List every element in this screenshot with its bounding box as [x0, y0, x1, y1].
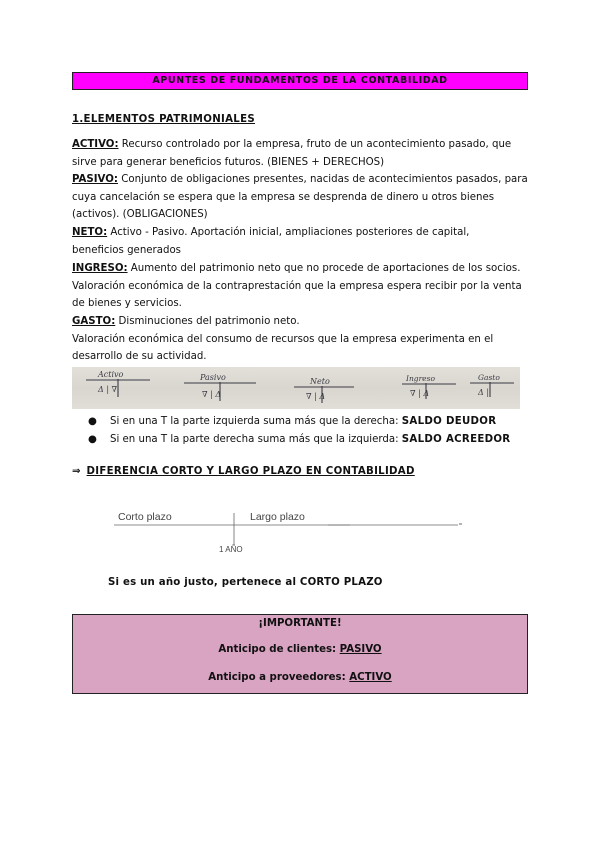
anticipo-proveedores-row: Anticipo a proveedores: ACTIVO: [208, 672, 392, 683]
plazo-timeline: [110, 505, 480, 565]
list-item: ● Si en una T la parte derecha suma más que la izquierda: SALDO ACREEDOR: [88, 431, 528, 449]
t-ingreso-sides: ∇ | Δ: [410, 389, 430, 398]
term-gasto: GASTO:: [72, 316, 116, 327]
saldo-bullet-list: [88, 413, 528, 449]
t-neto-sides: ∇ | Δ: [306, 392, 326, 401]
ingreso-line2: Valoración económica de la contraprestación que la empresa espera recibir por la venta: [72, 280, 522, 292]
neto-line2: beneficios generados: [72, 244, 181, 256]
section-heading-plazo: [72, 466, 415, 477]
t-neto-label: Neto: [310, 377, 330, 386]
neto-line1: Activo - Pasivo. Aportación inicial, ampliaciones posteriores de capital,: [107, 227, 470, 238]
definition-gasto: [72, 313, 532, 366]
short-term-note: Si es un año justo, pertenece al CORTO PLAZO: [108, 577, 383, 588]
definition-ingreso: [72, 260, 532, 313]
t-pasivo-sides: ∇ | Δ: [202, 390, 222, 399]
t-gasto-label: Gasto: [478, 373, 500, 382]
bullet-icon: ●: [88, 434, 97, 445]
document-title: APUNTES DE FUNDAMENTOS DE LA CONTABILIDAD: [72, 72, 528, 90]
anticipo-clientes-row: Anticipo de clientes: PASIVO: [218, 644, 382, 655]
t-ingreso-label: Ingreso: [406, 374, 435, 383]
ingreso-line1: Aumento del patrimonio neto que no procede de aportaciones de los socios.: [127, 263, 521, 274]
activo-line1: Recurso controlado por la empresa, fruto de un acontecimiento pasado, que: [118, 139, 512, 150]
heading-text: DIFERENCIA CORTO Y LARGO PLAZO EN CONTABILIDAD: [86, 466, 415, 477]
bullet-icon: ●: [88, 416, 97, 427]
gasto-line1: Disminuciones del patrimonio neto.: [115, 316, 300, 327]
pasivo-line2: cuya cancelación se espera que la empresa se desprenda de dinero u otros bienes: [72, 191, 495, 203]
t-activo-label: Activo: [98, 370, 124, 379]
definition-neto: [72, 224, 532, 259]
activo-line2: sirve para generar beneficios futuros. (BIENES + DERECHOS): [72, 156, 385, 168]
definition-pasivo: [72, 171, 532, 224]
important-box: [72, 614, 528, 694]
heading-text: 1.ELEMENTOS PATRIMONIALES: [72, 114, 255, 125]
term-activo: ACTIVO:: [72, 139, 119, 150]
handwritten-t-accounts-photo: [72, 367, 520, 409]
ingreso-line3: de bienes y servicios.: [72, 298, 182, 310]
list-item: ● Si en una T la parte izquierda suma más que la derecha: SALDO DEUDOR: [88, 413, 528, 431]
t-accounts-sketch: [72, 367, 520, 409]
t-activo-sides: Δ | ∇: [98, 385, 118, 394]
term-ingreso: INGRESO:: [72, 263, 128, 274]
gasto-line3: desarrollo de su actividad.: [72, 351, 207, 363]
t-pasivo-label: Pasivo: [200, 373, 226, 382]
one-year-mark: 1 AÑO: [219, 545, 243, 554]
term-pasivo: PASIVO:: [72, 174, 118, 185]
important-title: ¡IMPORTANTE!: [258, 618, 342, 629]
t-gasto-sides: Δ |: [478, 388, 490, 397]
pasivo-line1: Conjunto de obligaciones presentes, nacidas de acontecimientos pasados, para: [117, 174, 528, 185]
term-neto: NETO:: [72, 227, 108, 238]
definition-activo: [72, 136, 532, 171]
short-term-label: Corto plazo: [118, 511, 172, 523]
long-term-label: Largo plazo: [250, 511, 305, 523]
section-heading-elementos: [72, 111, 532, 129]
arrow-right-icon: ⇒: [72, 466, 81, 477]
pasivo-line3: (activos). (OBLIGACIONES): [72, 209, 208, 221]
gasto-line2: Valoración económica del consumo de recursos que la empresa experimenta en el: [72, 333, 494, 345]
